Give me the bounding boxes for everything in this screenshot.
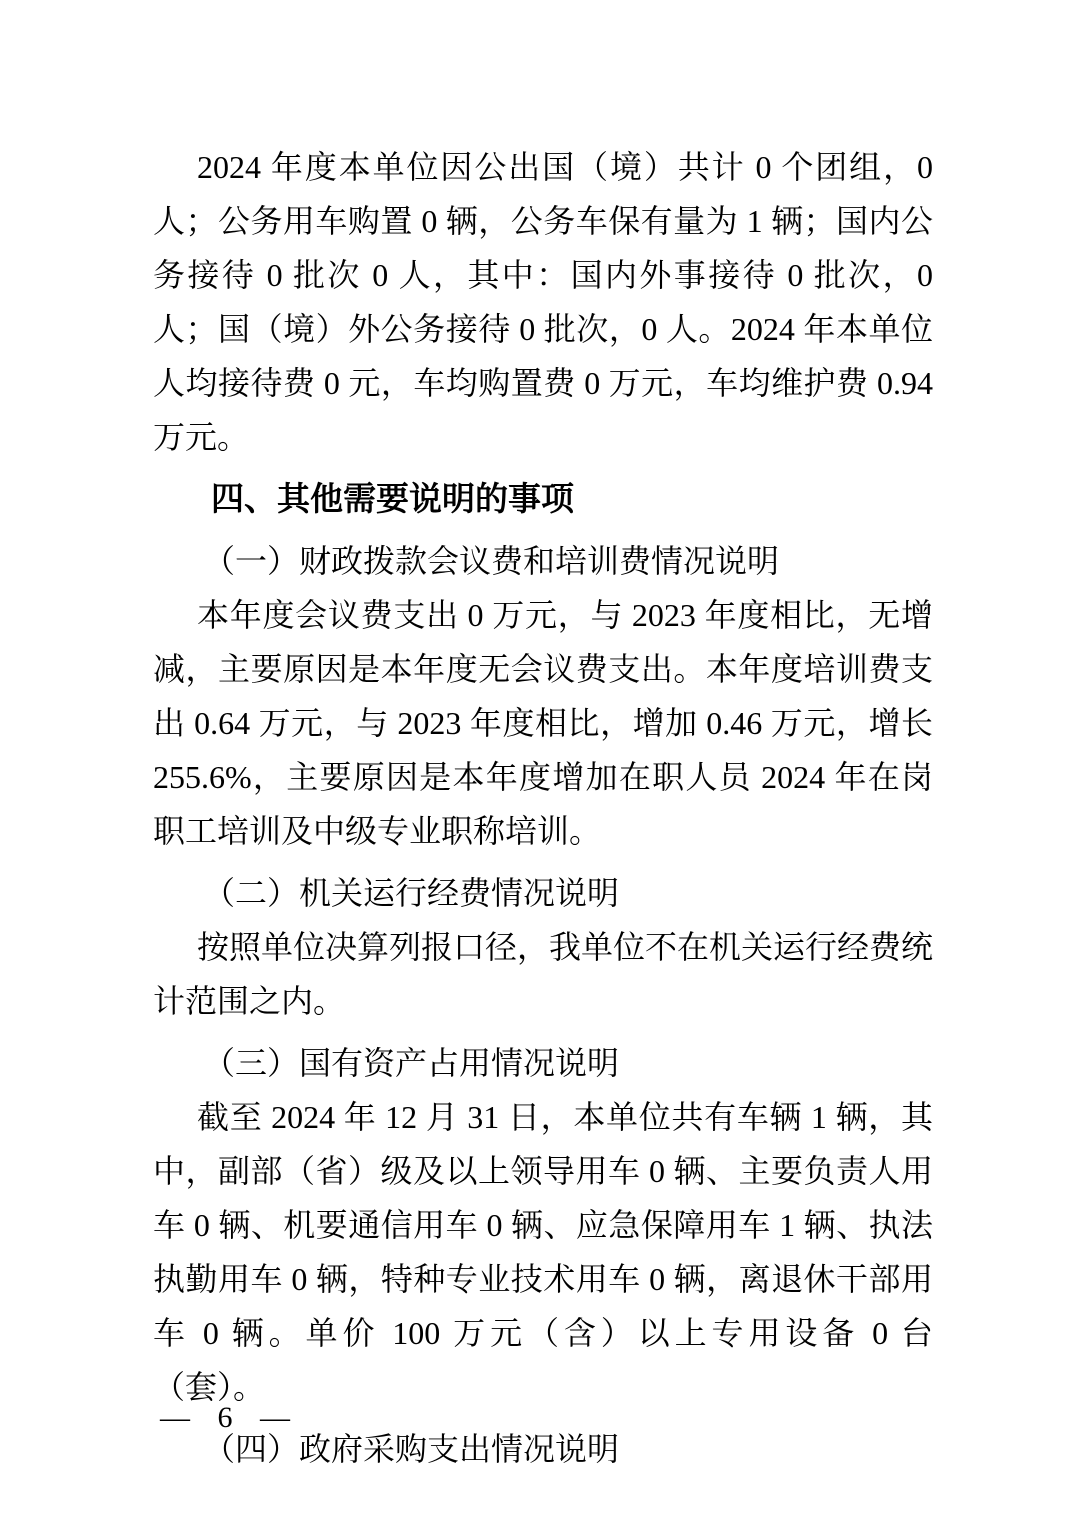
page-number: — 6 — — [160, 1401, 300, 1434]
subsection-2-heading: （二）机关运行经费情况说明 — [203, 875, 620, 911]
subsection-4-heading: （四）政府采购支出情况说明 — [203, 1431, 620, 1467]
subsection-3-body: 截至 2024 年 12 月 31 日，本单位共有车辆 1 辆，其中，副部（省）级及以上领导用车 0 辆、主要负责人用车 0 辆、机要通信用车 0 辆、应急保障用车 1 辆、执法执勤用车 0 辆，特种专业技术用车 0 辆，离退休干部用车 0 辆。单价 100 万元（含）以上专用设备 0 台（套）。 — [153, 1099, 933, 1405]
intro-paragraph: 2024 年度本单位因公出国（境）共计 0 个团组，0 人；公务用车购置 0 辆，公务车保有量为 1 辆；国内公务接待 0 批次 0 人，其中：国内外事接待 0 批次，0 人；国（境）外公务接待 0 批次，0 人。2024 年本单位人均接待费 0 元，车均购置费 0 万元，车均维护费 0.94 万元。 — [153, 149, 933, 455]
section-heading: 四、其他需要说明的事项 — [211, 480, 574, 517]
subsection-3-heading: （三）国有资产占用情况说明 — [203, 1045, 620, 1081]
subsection-1-body: 本年度会议费支出 0 万元，与 2023 年度相比，无增减，主要原因是本年度无会议费支出。本年度培训费支出 0.64 万元，与 2023 年度相比，增加 0.46 万元，增长 255.6%，主要原因是本年度增加在职人员 2024 年在岗职工培训及中级专业职称培训。 — [153, 597, 933, 849]
subsection-2-body: 按照单位决算列报口径，我单位不在机关运行经费统计范围之内。 — [153, 929, 934, 1019]
subsection-1-heading: （一）财政拨款会议费和培训费情况说明 — [203, 543, 780, 579]
